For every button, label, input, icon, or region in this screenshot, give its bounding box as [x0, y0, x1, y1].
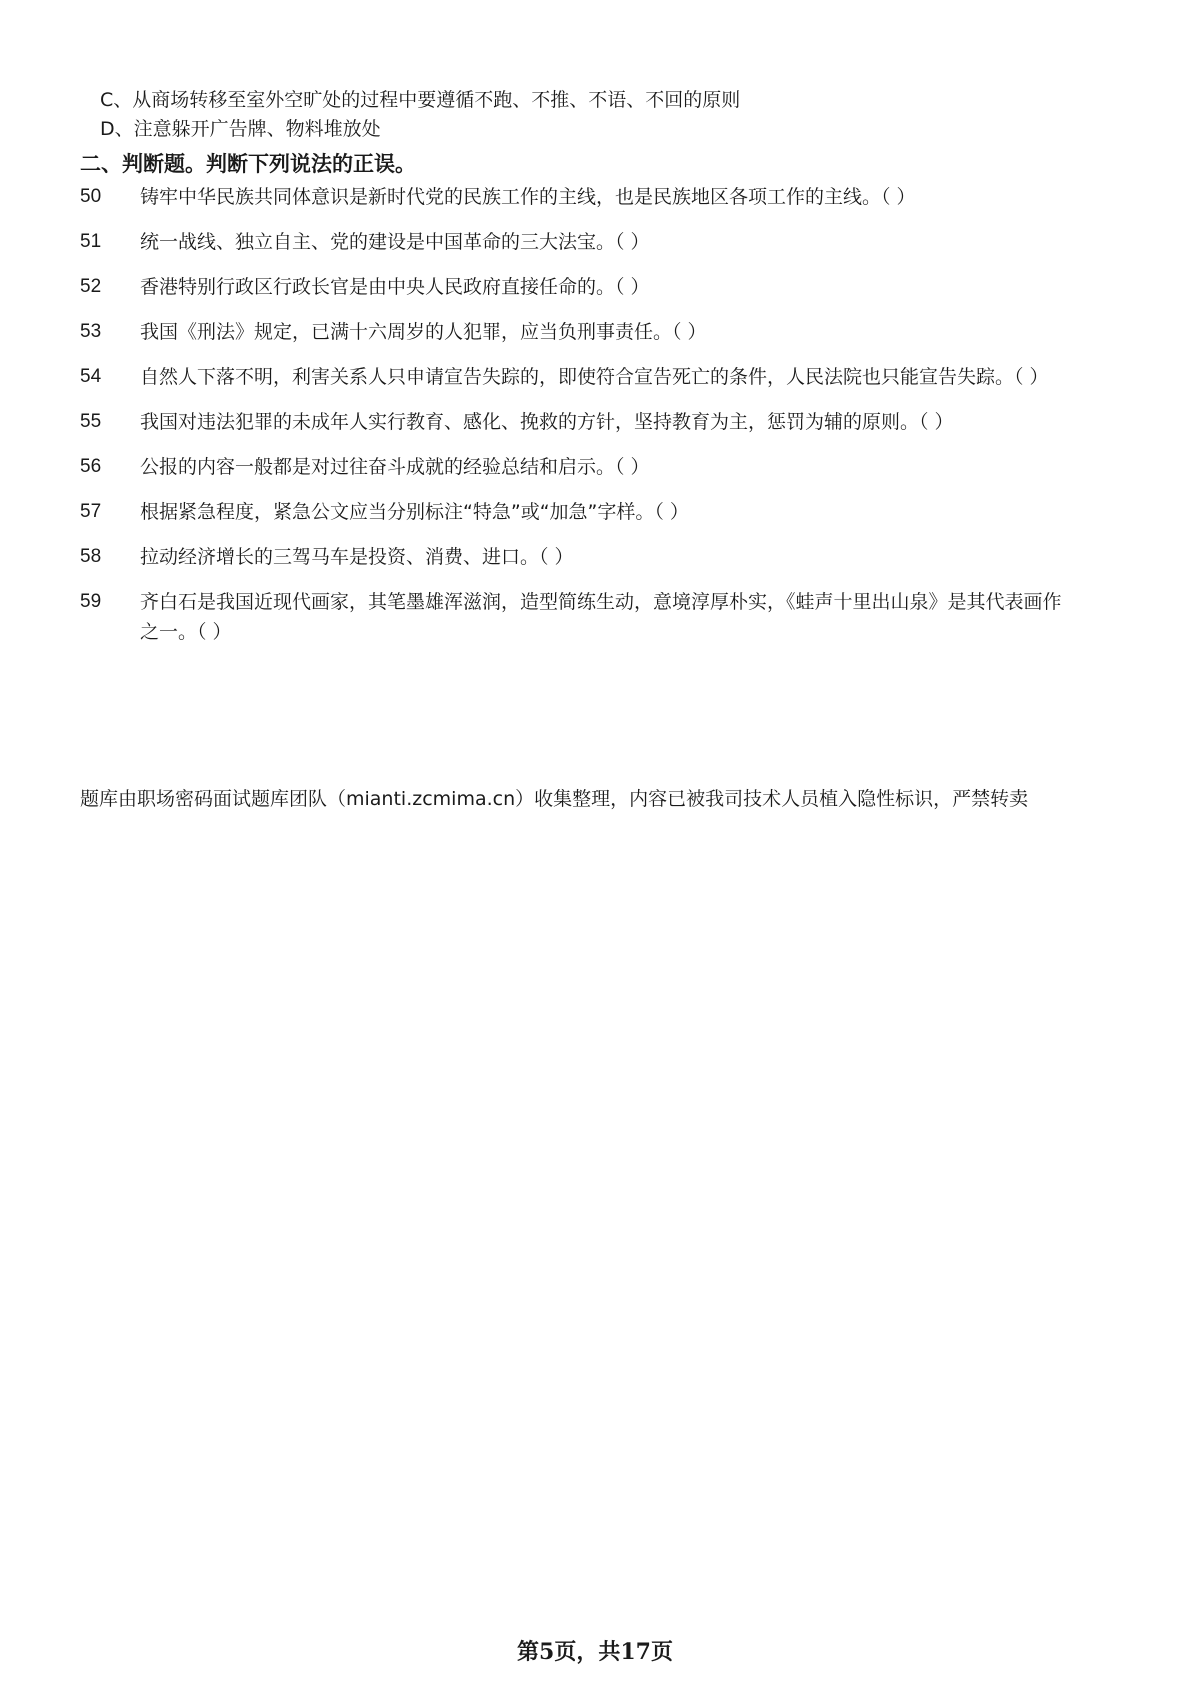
answer-option-c: C、从商场转移至室外空旷处的过程中要遵循不跑、不推、不语、不回的原则	[100, 89, 741, 111]
question-number: 59	[80, 591, 102, 612]
question-item	[80, 452, 1080, 482]
question-number: 52	[80, 276, 102, 297]
question-item	[80, 362, 1080, 392]
question-item	[80, 542, 1080, 572]
question-number: 56	[80, 456, 102, 477]
question-number: 57	[80, 501, 102, 522]
question-list	[80, 182, 1080, 662]
question-number: 53	[80, 321, 102, 342]
question-text: 香港特别行政区行政长官是由中央人民政府直接任命的。（ ）	[140, 276, 650, 298]
question-number: 50	[80, 186, 102, 207]
question-number: 55	[80, 411, 102, 432]
question-item	[80, 182, 1080, 212]
question-number: 54	[80, 366, 102, 387]
question-text: 拉动经济增长的三驾马车是投资、消费、进口。（ ）	[140, 546, 574, 568]
question-item	[80, 497, 1080, 527]
question-item	[80, 407, 1080, 437]
question-text: 我国对违法犯罪的未成年人实行教育、感化、挽救的方针，坚持教育为主，惩罚为辅的原则。（ ）	[140, 411, 954, 433]
question-item	[80, 272, 1080, 302]
question-item	[80, 227, 1080, 257]
question-text: 自然人下落不明，利害关系人只申请宣告失踪的，即使符合宣告死亡的条件，人民法院也只能宣告失踪。（ ）	[140, 366, 1049, 388]
question-text: 统一战线、独立自主、党的建设是中国革命的三大法宝。（ ）	[140, 231, 650, 253]
source-notice: 题库由职场密码面试题库团队（mianti.zcmima.cn）收集整理，内容已被我司技术人员植入隐性标识，严禁转卖	[80, 788, 1029, 810]
answer-option-d: D、注意躲开广告牌、物料堆放处	[100, 118, 381, 140]
question-number: 58	[80, 546, 102, 567]
question-text: 铸牢中华民族共同体意识是新时代党的民族工作的主线，也是民族地区各项工作的主线。（ ）	[140, 186, 916, 208]
question-item	[80, 317, 1080, 347]
question-text: 公报的内容一般都是对过往奋斗成就的经验总结和启示。（ ）	[140, 456, 650, 478]
question-text: 根据紧急程度，紧急公文应当分别标注“特急”或“加急”字样。（ ）	[140, 501, 689, 523]
page-number: 第5页，共17页	[517, 1639, 673, 1665]
section-heading: 二、判断题。判断下列说法的正误。	[80, 152, 416, 176]
question-number: 51	[80, 231, 102, 252]
question-text: 我国《刑法》规定，已满十六周岁的人犯罪，应当负刑事责任。（ ）	[140, 321, 707, 343]
question-text: 齐白石是我国近现代画家，其笔墨雄浑滋润，造型简练生动，意境淳厚朴实，《蛙声十里出山泉》是其代表画作之一。（ ）	[140, 591, 1062, 643]
question-item	[80, 587, 1080, 647]
